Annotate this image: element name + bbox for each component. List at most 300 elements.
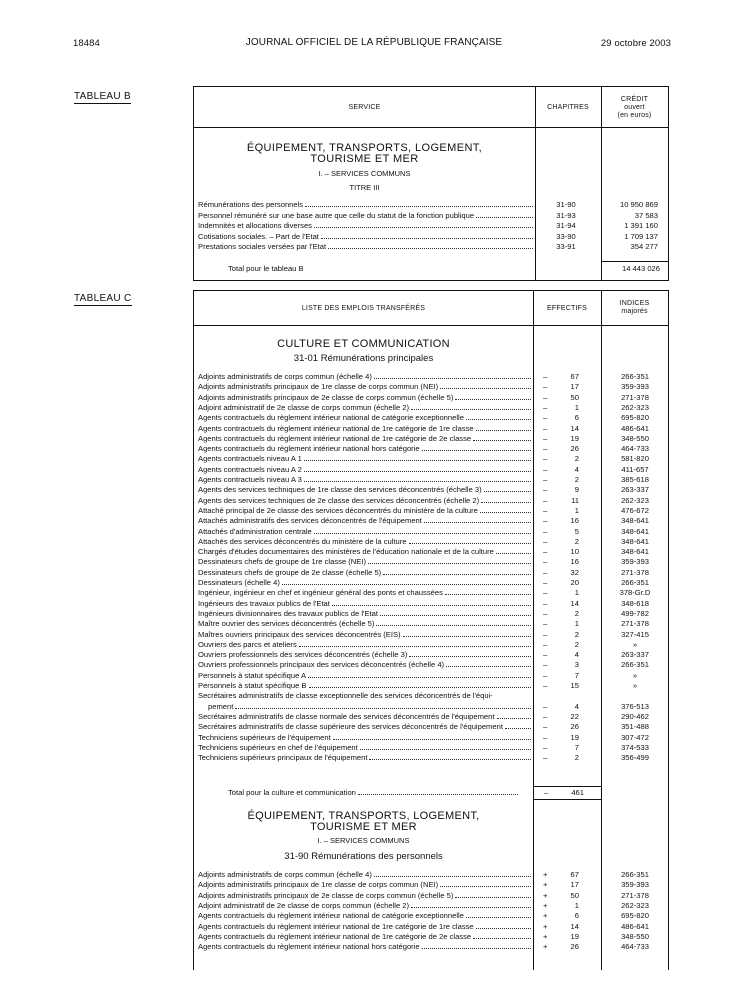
row-effectif: 1 [574, 619, 579, 629]
row-sign: – [543, 629, 548, 639]
row-label-text: Attachés des services déconcentrés du ministère de la culture [198, 536, 407, 546]
row-sign: – [543, 681, 548, 690]
row-effectif: 17 [570, 880, 579, 890]
row-label-text: Agents des services techniques de 2e classe des services déconcentrés (échelle 2) [198, 495, 480, 505]
row-label-text: Agents contractuels du règlement intérieur national hors catégorie [198, 444, 420, 454]
dot-leader [455, 890, 531, 898]
dot-leader [380, 608, 531, 616]
row-indice: 356-499 [621, 753, 649, 763]
row-label [198, 210, 534, 221]
total-label: Total pour le tableau B [228, 264, 304, 273]
row-indice: 695-820 [621, 413, 649, 423]
dot-leader [403, 629, 531, 637]
row-label-text: Secrétaires administratifs de classe supérieure des services déconcentrés de l'équipement [198, 722, 503, 732]
dot-leader [369, 752, 531, 760]
dot-leader [476, 423, 531, 431]
row-label-text: Secrétaires administratifs de classe normale des services déconcentrés de l'équipement [198, 711, 495, 721]
row-label-text: Ingénieurs des travaux publics de l'Etat [198, 598, 330, 608]
dot-leader [235, 701, 531, 709]
row-indice: 348-550 [621, 433, 649, 443]
row-label-text: Attaché principal de 2e classe des services déconcentrés du ministère de la culture [198, 505, 478, 515]
row-effectif: 1 [574, 588, 579, 598]
dot-leader [332, 598, 531, 606]
row-sign: + [543, 900, 548, 910]
row-sign: – [543, 372, 548, 381]
row-indice: 378-Gr.D [619, 588, 651, 598]
row-effectif: 6 [574, 911, 579, 921]
dot-leader [424, 515, 531, 523]
dot-leader [481, 495, 531, 503]
row-label [198, 752, 532, 763]
row-sign: – [543, 505, 548, 515]
row-effectif: 19 [570, 732, 579, 742]
row-label-text: Ouvriers professionnels des services déconcentrés (échelle 3) [198, 650, 408, 660]
dot-leader [383, 567, 531, 575]
row-sign: – [543, 567, 548, 577]
row-label-text: Attachés d'administration centrale [198, 526, 312, 536]
row-indice: » [632, 639, 638, 649]
row-effectif: 2 [574, 639, 579, 649]
table-row [194, 241, 668, 252]
row-sign: + [543, 870, 548, 879]
row-sign: – [543, 495, 548, 505]
row-effectif: 14 [570, 921, 579, 931]
row-sign: – [543, 444, 548, 454]
culture-total-label [228, 787, 518, 798]
row-label-text: Ingénieur, ingénieur en chef et ingénieur général des ponts et chaussées [198, 588, 443, 598]
row-label-text: Techniciens supérieurs de l'équipement [198, 732, 331, 742]
row-effectif: 10 [570, 547, 579, 557]
dot-leader [282, 577, 531, 585]
dot-leader [305, 199, 533, 207]
row-indice: 486-641 [621, 921, 649, 931]
row-indice: 359-393 [621, 880, 649, 890]
row-effectif: 4 [574, 464, 579, 474]
equipement-title-line1: ÉQUIPEMENT, TRANSPORTS, LOGEMENT, [247, 810, 480, 822]
culture-total-value: 461 [571, 788, 584, 797]
row-sign: – [543, 454, 548, 464]
titre-label: TITRE III [349, 183, 380, 192]
row-sign: – [543, 588, 548, 598]
dot-leader [304, 453, 531, 461]
row-indice: 348-550 [621, 931, 649, 941]
dot-leader [409, 649, 531, 657]
dot-leader [445, 587, 531, 595]
row-label [198, 241, 534, 252]
culture-subtitle: 31-01 Rémunérations principales [293, 353, 434, 364]
dot-leader [496, 546, 531, 554]
row-sign: – [543, 753, 548, 763]
row-indice: 464-733 [621, 942, 649, 952]
row-indice: 476-672 [621, 505, 649, 515]
page-date: 29 octobre 2003 [600, 38, 671, 49]
dot-leader [497, 711, 532, 719]
col-header-effectifs: EFFECTIFS [547, 305, 587, 312]
row-label-text: Ouvriers des parcs et ateliers [198, 639, 297, 649]
dot-leader [446, 659, 531, 667]
col-header-indices-line1: INDICES [619, 300, 650, 307]
row-label-text: pement [208, 701, 234, 711]
row-indice: 351-488 [621, 722, 649, 732]
dot-leader [333, 732, 531, 740]
row-label-text: Agents contractuels du règlement intérieur national de 1re catégorie de 2e classe [198, 931, 472, 941]
equipement-subsection: I. – SERVICES COMMUNS [317, 836, 410, 845]
col-header-indices [601, 300, 668, 316]
dot-leader [308, 670, 531, 678]
dot-leader [455, 392, 531, 400]
tableau-b-label: TABLEAU B [74, 91, 131, 102]
tableau-c-label: TABLEAU C [74, 293, 132, 304]
row-indice: 262-323 [621, 900, 649, 910]
row-label-text: Adjoints administratifs principaux de 2e classe de corps commun (échelle 5) [198, 392, 454, 402]
row-indice: 348-618 [621, 598, 649, 608]
table-row [194, 752, 668, 763]
row-indice: 266-351 [621, 870, 649, 879]
row-sign: – [543, 722, 548, 732]
row-indice: » [632, 681, 638, 690]
row-indice: 348-641 [621, 547, 649, 557]
table-row [194, 199, 668, 210]
row-label-text: Personnels à statut spécifique B [198, 681, 307, 690]
row-label-text: Agents des services techniques de 1re classe des services déconcentrés (échelle 3) [198, 485, 482, 495]
row-label-text: Adjoint administratif de 2e classe de corps commun (échelle 2) [198, 900, 410, 910]
row-chapitre: 33-90 [556, 231, 576, 241]
row-effectif: 2 [574, 536, 579, 546]
row-effectif: 1 [574, 900, 579, 910]
row-effectif: 2 [574, 454, 579, 464]
row-effectif: 16 [570, 516, 579, 526]
culture-total-label-text: Total pour la culture et communication [228, 788, 356, 797]
row-effectif: 3 [574, 660, 579, 670]
row-effectif: 22 [570, 711, 579, 721]
dot-leader [376, 618, 531, 626]
subsection-title: I. – SERVICES COMMUNS [318, 169, 411, 178]
row-label [198, 220, 534, 231]
row-label-text: Maître ouvrier des services déconcentrés (échelle 5) [198, 619, 375, 629]
row-sign: – [543, 547, 548, 557]
col-header-liste: LISTE DES EMPLOIS TRANSFÉRÉS [301, 305, 426, 312]
row-sign: + [543, 911, 548, 921]
row-label-text: Personnel rémunéré sur une base autre que celle du statut de la fonction publique [198, 210, 475, 220]
dot-leader [321, 231, 533, 239]
dot-leader [422, 941, 531, 949]
row-sign: – [543, 650, 548, 660]
row-effectif: 16 [570, 557, 579, 567]
row-effectif: 2 [574, 475, 579, 484]
tableau-b [193, 86, 669, 281]
row-indice: 374-533 [621, 742, 649, 752]
total-row [194, 263, 668, 274]
row-effectif: 19 [570, 931, 579, 941]
dot-leader [358, 787, 518, 795]
row-chapitre: 33-91 [556, 242, 576, 252]
row-label [198, 199, 534, 210]
equipement-title [194, 811, 533, 833]
row-chapitre: 31-94 [556, 221, 576, 231]
row-sign: – [543, 423, 548, 433]
dot-leader [422, 443, 531, 451]
row-indice: 464-733 [621, 444, 649, 454]
equipement-subtitle: 31-90 Rémunérations des personnels [284, 851, 443, 862]
dot-leader [409, 536, 531, 544]
row-indice: 262-323 [621, 495, 649, 505]
dot-leader [328, 241, 533, 249]
row-label-text: Ingénieurs divisionnaires des travaux publics de l'Etat [198, 608, 379, 618]
row-indice: 271-378 [621, 619, 649, 629]
row-indice: 266-351 [621, 578, 649, 587]
row-sign: – [543, 464, 548, 474]
row-label [198, 231, 534, 242]
row-effectif: 50 [570, 890, 579, 900]
row-sign: – [543, 608, 548, 618]
table-row [194, 210, 668, 221]
row-effectif: 9 [574, 485, 579, 495]
dot-leader [476, 210, 533, 218]
row-indice: 266-351 [621, 372, 649, 381]
row-sign: – [543, 392, 548, 402]
row-label-text: Agents contractuels du règlement intérieur national de 1re catégorie de 1re classe [198, 423, 474, 433]
row-label-text: Adjoint administratif de 2e classe de corps commun (échelle 2) [198, 402, 410, 412]
row-sign: – [543, 485, 548, 495]
row-label-text: Agents contractuels du règlement intérieur national de catégorie exceptionnelle [198, 911, 464, 921]
table-row [194, 941, 668, 952]
row-sign: – [543, 382, 548, 392]
col-header-service: SERVICE [348, 104, 381, 111]
total-divider [601, 261, 668, 262]
row-effectif: 4 [574, 701, 579, 711]
row-effectif: 7 [574, 742, 579, 752]
row-sign: – [543, 701, 548, 711]
row-sign: + [543, 921, 548, 931]
row-indice: 266-351 [621, 660, 649, 670]
row-label-text: Dessinateurs (échelle 4) [198, 578, 280, 587]
row-effectif: 11 [571, 495, 579, 505]
row-sign: – [543, 578, 548, 587]
row-label-text: Chargés d'études documentaires des ministères de l'éducation nationale et de la culture [198, 547, 494, 557]
row-effectif: 19 [570, 433, 579, 443]
row-label [198, 941, 532, 952]
row-effectif: 1 [574, 505, 579, 515]
row-label-text: Secrétaires administratifs de classe exceptionnelle des services déconcentrés de l'équi- [198, 691, 493, 701]
row-indice: 348-641 [621, 536, 649, 546]
dot-leader [440, 879, 531, 887]
row-label-text: Dessinateurs chefs de groupe de 2e classe (échelle 5) [198, 567, 382, 577]
row-indice: 359-393 [621, 557, 649, 567]
col-header-credit-line3: (en euros) [617, 112, 652, 119]
row-label-text: Agents contractuels du règlement intérieur national de 1re catégorie de 2e classe [198, 433, 472, 443]
row-effectif: 67 [570, 870, 579, 879]
col-header-chapitres: CHAPITRES [547, 104, 589, 111]
row-sign: + [543, 931, 548, 941]
dot-leader [466, 910, 531, 918]
row-label-text: Dessinateurs chefs de groupe de 1re classe (NEI) [198, 557, 366, 567]
row-sign: + [543, 890, 548, 900]
row-indice: 376-513 [621, 701, 649, 711]
page-number: 18484 [73, 38, 100, 49]
row-label-text: Ouvriers professionnels principaux des services déconcentrés (échelle 4) [198, 660, 445, 670]
row-effectif: 26 [570, 444, 579, 454]
dot-leader [484, 484, 531, 492]
row-indice: 263-337 [621, 650, 649, 660]
col-header-credit-line2: ouvert [624, 104, 645, 111]
dot-leader [473, 931, 531, 939]
equipement-title-line2: TOURISME ET MER [310, 821, 417, 833]
row-indice: 271-378 [621, 567, 649, 577]
row-indice: 695-820 [621, 911, 649, 921]
row-sign: – [543, 639, 548, 649]
dot-leader [374, 371, 531, 379]
row-indice: 348-641 [621, 526, 649, 536]
row-credit: 1 391 160 [624, 221, 658, 231]
dot-leader [304, 474, 531, 482]
dot-leader [480, 505, 531, 513]
row-effectif: 50 [570, 392, 579, 402]
row-indice: 307-472 [621, 732, 649, 742]
row-effectif: 32 [570, 567, 579, 577]
culture-total-row [194, 787, 668, 798]
dot-leader [411, 402, 531, 410]
dot-leader [505, 721, 531, 729]
dot-leader [314, 220, 533, 228]
row-label-text: Cotisations sociales. – Part de l'Etat [198, 231, 319, 241]
row-label-text: Agents contractuels niveau A 1 [198, 454, 302, 464]
row-sign: – [543, 660, 548, 670]
dot-leader [466, 412, 531, 420]
row-indice: 359-393 [621, 382, 649, 392]
row-indice: 411-657 [621, 464, 649, 474]
row-effectif: 2 [574, 629, 579, 639]
col-header-indices-line2: majorés [621, 308, 648, 315]
row-sign: – [543, 402, 548, 412]
dot-leader [411, 900, 531, 908]
row-indice: 385-618 [621, 475, 649, 484]
row-sign: – [543, 619, 548, 629]
row-sign: – [543, 526, 548, 536]
row-sign: – [543, 732, 548, 742]
row-indice: 271-378 [621, 890, 649, 900]
row-credit: 37 583 [634, 210, 658, 220]
row-credit: 10 950 869 [619, 200, 658, 209]
row-effectif: 6 [574, 413, 579, 423]
row-effectif: 5 [574, 526, 579, 536]
row-label-text: Attachés administratifs des services déconcentrés de l'équipement [198, 516, 422, 526]
row-chapitre: 31-93 [556, 210, 576, 220]
dot-leader [299, 639, 531, 647]
dot-leader [440, 381, 531, 389]
row-effectif: 26 [570, 942, 579, 952]
dot-leader [314, 526, 531, 534]
row-sign: – [543, 557, 548, 567]
row-sign: + [543, 880, 548, 890]
row-indice: 290-462 [621, 711, 649, 721]
row-indice: 271-378 [621, 392, 649, 402]
dot-leader [368, 556, 531, 564]
section-title-line2: TOURISME ET MER [310, 153, 419, 165]
row-sign: – [543, 475, 548, 484]
table-row [194, 220, 668, 231]
tableau-c [193, 290, 669, 970]
row-label-text: Agents contractuels niveau A 3 [198, 475, 302, 484]
row-label-text: Adjoints administratifs de corps commun (échelle 4) [198, 372, 372, 381]
row-label-text: Adjoints administratifs de corps commun (échelle 4) [198, 870, 372, 879]
culture-title: CULTURE ET COMMUNICATION [277, 338, 450, 350]
row-label-text: Agents contractuels du règlement intérieur national de 1re catégorie de 1re classe [198, 921, 474, 931]
row-sign: – [543, 516, 548, 526]
row-sign: – [543, 711, 548, 721]
row-indice: 263-337 [621, 485, 649, 495]
row-label-text: Adjoints administratifs principaux de 2e classe de corps commun (échelle 5) [198, 890, 454, 900]
dot-leader [476, 921, 531, 929]
section-title-equipement [194, 143, 535, 165]
culture-total-sign: – [544, 788, 549, 797]
table-row [194, 231, 668, 242]
row-effectif: 2 [574, 608, 579, 618]
dot-leader [304, 464, 531, 472]
row-sign: – [543, 670, 548, 680]
section-title-line1: ÉQUIPEMENT, TRANSPORTS, LOGEMENT, [246, 142, 483, 154]
dot-leader [309, 680, 532, 688]
dot-leader [473, 433, 531, 441]
dot-leader [374, 869, 531, 877]
row-effectif: 14 [570, 598, 579, 608]
row-indice: 262-323 [621, 402, 649, 412]
col-header-credit [601, 96, 668, 120]
row-effectif: 26 [570, 722, 579, 732]
row-credit: 1 709 137 [624, 231, 658, 241]
row-effectif: 1 [574, 402, 579, 412]
row-label-text: Prestations sociales versées par l'Etat [198, 242, 327, 252]
row-indice: 486-641 [621, 423, 649, 433]
row-indice: 499-782 [621, 608, 649, 618]
row-effectif: 2 [574, 753, 579, 763]
row-credit: 354 277 [630, 242, 658, 252]
row-effectif: 7 [574, 670, 579, 680]
journal-title: JOURNAL OFFICIEL DE LA RÉPUBLIQUE FRANÇAISE [245, 37, 503, 48]
row-label-text: Agents contractuels du règlement intérieur national hors catégorie [198, 942, 420, 952]
row-label-text: Techniciens supérieurs principaux de l'équipement [198, 753, 368, 763]
row-sign: – [543, 413, 548, 423]
row-indice: » [632, 670, 638, 680]
row-chapitre: 31-90 [556, 200, 576, 209]
row-sign: – [543, 433, 548, 443]
row-sign: – [543, 536, 548, 546]
total-value: 14 443 026 [621, 264, 660, 273]
col-header-credit-line1: CRÉDIT [620, 96, 649, 103]
row-label-text: Adjoints administratifs principaux de 1re classe de corps commun (NEI) [198, 382, 439, 392]
row-effectif: 67 [570, 372, 579, 381]
header-divider [194, 325, 668, 326]
row-indice: 348-641 [621, 516, 649, 526]
row-effectif: 20 [570, 578, 579, 587]
row-label-text: Techniciens supérieurs en chef de l'équipement [198, 742, 358, 752]
row-label-text: Maîtres ouvriers principaux des services déconcentrés (EIS) [198, 629, 401, 639]
row-indice: 581-820 [621, 454, 649, 464]
row-label-text: Personnels à statut spécifique A [198, 670, 307, 680]
row-sign: + [543, 942, 548, 952]
row-label-text: Rémunérations des personnels [198, 200, 304, 209]
row-indice: 327-415 [621, 629, 649, 639]
row-effectif: 4 [574, 650, 579, 660]
row-label-text: Agents contractuels niveau A 2 [198, 464, 302, 474]
row-effectif: 17 [570, 382, 579, 392]
row-sign: – [543, 742, 548, 752]
row-sign: – [543, 598, 548, 608]
dot-leader [360, 742, 531, 750]
row-label-text: Adjoints administratifs principaux de 1re classe de corps commun (NEI) [198, 880, 439, 890]
header-divider [194, 127, 668, 128]
row-label-text: Agents contractuels du règlement intérieur national de catégorie exceptionnelle [198, 413, 464, 423]
row-effectif: 15 [570, 681, 579, 690]
